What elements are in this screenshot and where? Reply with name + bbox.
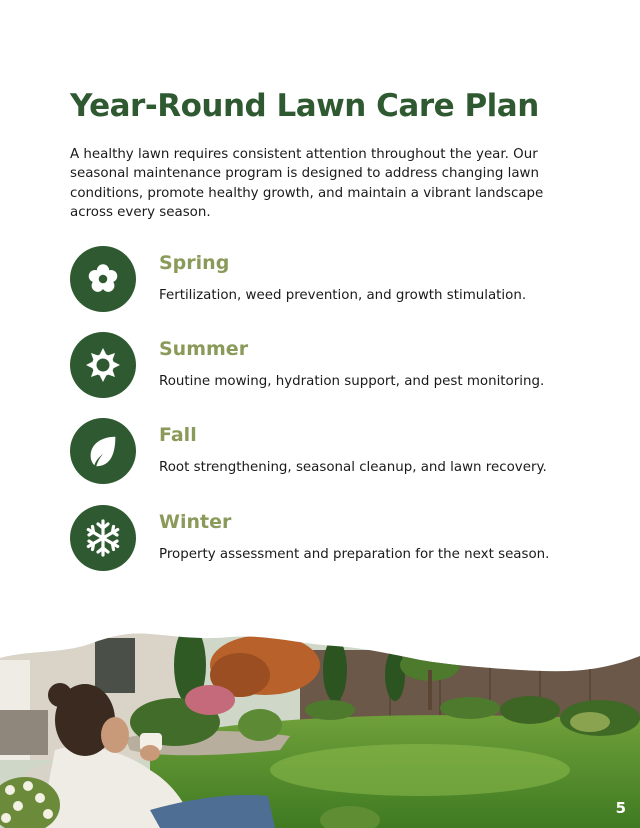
spring-badge <box>70 246 136 312</box>
season-fall <box>70 418 590 488</box>
season-summer <box>70 332 590 402</box>
fall-badge <box>70 418 136 484</box>
summer-badge <box>70 332 136 398</box>
season-description: Root strengthening, seasonal cleanup, and lawn recovery. <box>159 460 547 475</box>
season-spring <box>70 246 590 316</box>
page-number: 5 <box>615 799 626 817</box>
flower-icon <box>84 260 122 298</box>
page-title: Year-Round Lawn Care Plan <box>70 88 539 124</box>
season-name: Winter <box>159 511 232 533</box>
season-description: Routine mowing, hydration support, and pest monitoring. <box>159 374 545 389</box>
backyard-photo <box>0 610 640 828</box>
sun-icon <box>83 345 123 385</box>
winter-badge <box>70 505 136 571</box>
season-name: Fall <box>159 424 197 446</box>
leaf-icon <box>84 432 122 470</box>
season-description: Property assessment and preparation for the next season. <box>159 547 550 562</box>
snowflake-icon <box>83 518 123 558</box>
season-name: Spring <box>159 252 230 274</box>
season-winter <box>70 505 590 575</box>
season-name: Summer <box>159 338 249 360</box>
intro-paragraph: A healthy lawn requires consistent attention throughout the year. Our seasonal maintenance program is designed to address changing lawn conditions, promote healthy growth, and maintain a vibrant landscape across every season. <box>70 147 544 220</box>
season-description: Fertilization, weed prevention, and growth stimulation. <box>159 288 527 303</box>
